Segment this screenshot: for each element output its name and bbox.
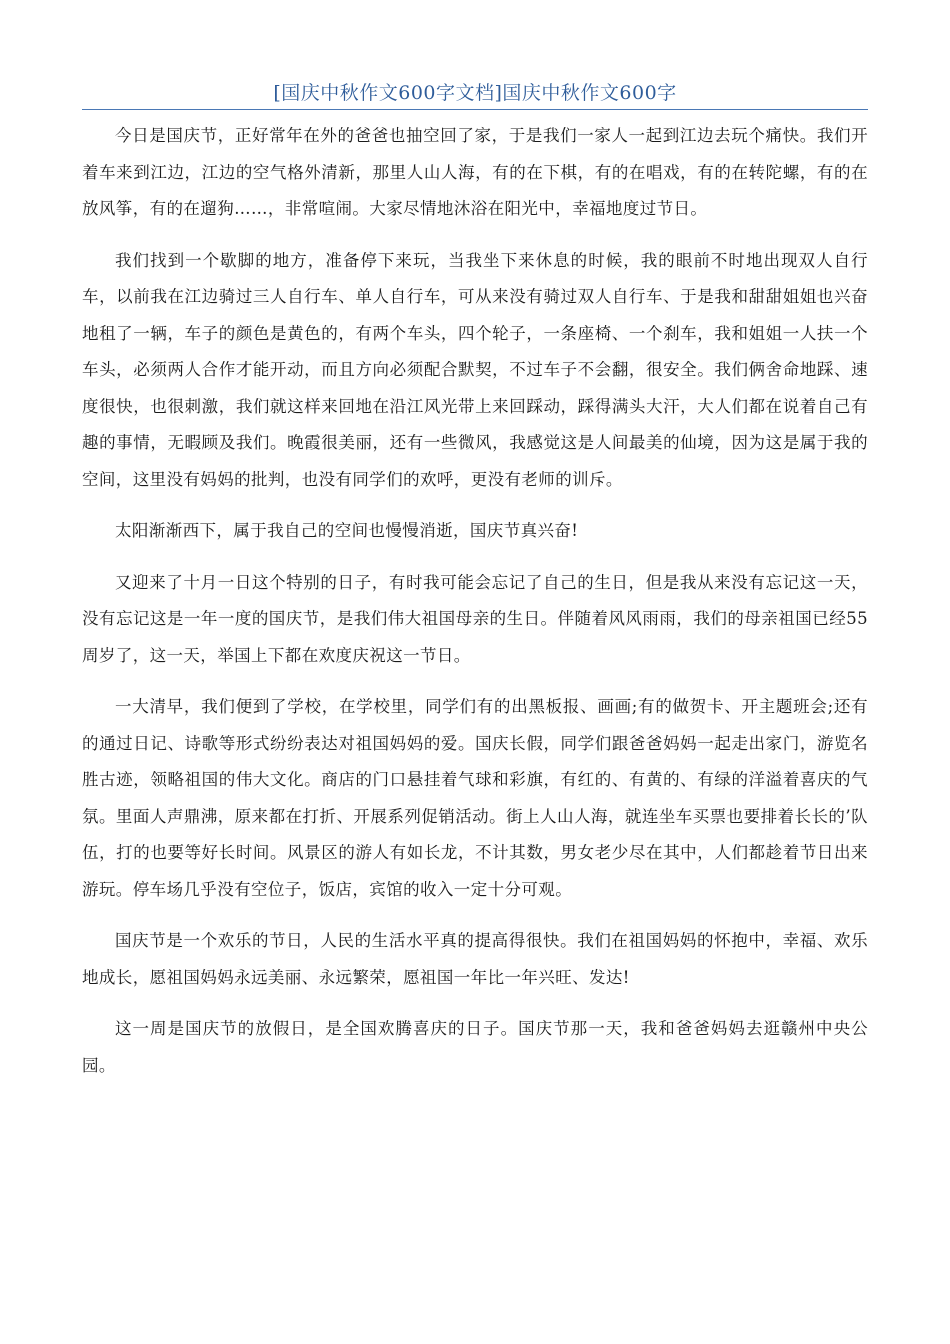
paragraph: 又迎来了十月一日这个特别的日子，有时我可能会忘记了自己的生日，但是我从来没有忘记这一天，没有忘记这是一年一度的国庆节，是我们伟大祖国母亲的生日。伴随着风风雨雨，我们的母亲祖国已经55周岁了，这一天，举国上下都在欢度庆祝这一节日。 [82, 572, 868, 665]
document-header-title: [国庆中秋作文600字文档]国庆中秋作文600字 [273, 82, 677, 104]
paragraph: 我们找到一个歇脚的地方，准备停下来玩，当我坐下来休息的时候，我的眼前不时地出现双人自行车，以前我在江边骑过三人自行车、单人自行车，可从来没有骑过双人自行车、于是我和甜甜姐姐也兴奋地租了一辆，车子的颜色是黄色的，有两个车头，四个轮子，一条座椅、一个刹车，我和姐姐一人扶一个车头，必须两人合作才能开动，而且方向必须配合默契，不过车子不会翻，很安全。我们俩舍命地踩、速度很快，也很刺激，我们就这样来回地在沿江风光带上来回踩动，踩得满头大汗，大人们都在说着自己有趣的事情，无暇顾及我们。晚霞很美丽，还有一些微风，我感觉这是人间最美的仙境，因为这是属于我的空间，这里没有妈妈的批判，也没有同学们的欢呼，更没有老师的训斥。 [82, 250, 868, 489]
paragraph: 这一周是国庆节的放假日，是全国欢腾喜庆的日子。国庆节那一天，我和爸爸妈妈去逛赣州中央公园。 [82, 1019, 868, 1075]
document-body [82, 118, 868, 1099]
header-divider [82, 109, 868, 110]
paragraph: 国庆节是一个欢乐的节日，人民的生活水平真的提高得很快。我们在祖国妈妈的怀抱中，幸福、欢乐地成长，愿祖国妈妈永远美丽、永远繁荣，愿祖国一年比一年兴旺、发达! [82, 931, 868, 987]
paragraph: 一大清早，我们便到了学校，在学校里，同学们有的出黑板报、画画;有的做贺卡、开主题班会;还有的通过日记、诗歌等形式纷纷表达对祖国妈妈的爱。国庆长假，同学们跟爸爸妈妈一起走出家门，游览名胜古迹，领略祖国的伟大文化。商店的门口悬挂着气球和彩旗，有红的、有黄的、有绿的洋溢着喜庆的气氛。里面人声鼎沸，原来都在打折、开展系列促销活动。街上人山人海，就连坐车买票也要排着长长的’队伍，打的也要等好长时间。风景区的游人有如长龙，不计其数，男女老少尽在其中，人们都趁着节日出来游玩。停车场几乎没有空位子，饭店，宾馆的收入一定十分可观。 [82, 697, 868, 899]
paragraph: 今日是国庆节，正好常年在外的爸爸也抽空回了家，于是我们一家人一起到江边去玩个痛快。我们开着车来到江边，江边的空气格外清新，那里人山人海，有的在下棋，有的在唱戏，有的在转陀螺，有的在放风筝，有的在遛狗……，非常喧闹。大家尽情地沐浴在阳光中，幸福地度过节日。 [82, 126, 868, 218]
paragraph: 太阳渐渐西下，属于我自己的空间也慢慢消逝，国庆节真兴奋! [115, 521, 579, 540]
